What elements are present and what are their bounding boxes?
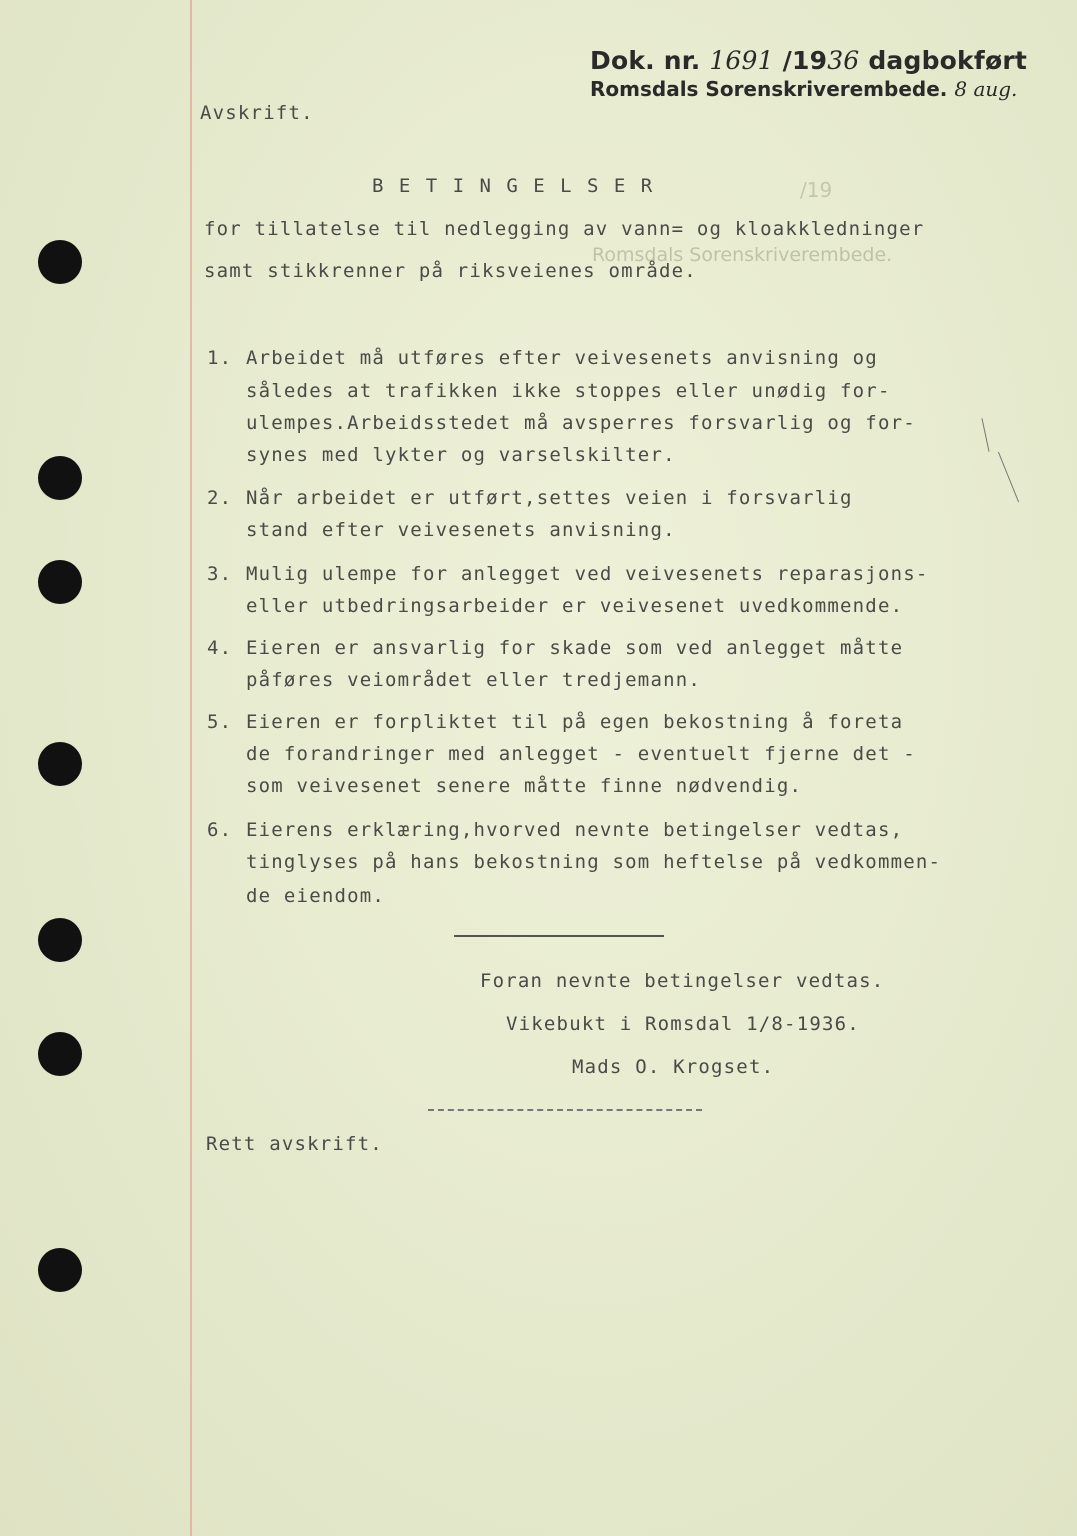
punch-hole [38,240,82,284]
doc-number: 1691 [709,46,774,75]
signature-line: Mads O. Krogset. [572,1056,775,1078]
condition-line: Eierens erklæring,hvorved nevnte betingelser vedtas, [246,819,904,841]
condition-line: de forandringer med anlegget - eventuelt fjerne det - [246,743,916,765]
acceptance-line: Foran nevnte betingelser vedtas. [480,970,885,992]
pencil-mark [998,452,1019,502]
condition-number: 4. [207,637,233,659]
punch-hole [38,560,82,604]
condition-number: 2. [207,487,233,509]
punch-hole [38,1248,82,1292]
punch-hole [38,1032,82,1076]
margin-line [190,0,192,1536]
condition-line: således at trafikken ikke stoppes eller unødig for- [246,380,891,402]
condition-line: Eieren er forpliktet til på egen bekostning å foreta [246,711,904,733]
condition-line: Når arbeidet er utført,settes veien i forsvarlig [246,487,853,509]
stamp-year-prefix: /19 [782,46,828,75]
footer-label: Rett avskrift. [206,1133,383,1155]
header-label: Avskrift. [200,102,314,124]
condition-line: eller utbedringsarbeider er veivesenet uvedkommende. [246,595,904,617]
condition-line: tinglyses på hans bekostning som heftelse på vedkommen- [246,851,942,873]
condition-line: som veivesenet senere måtte finne nødvendig. [246,775,803,797]
place-date-line: Vikebukt i Romsdal 1/8-1936. [506,1013,860,1035]
stamp-date: 8 aug. [954,77,1018,101]
faint-office-stamp: Romsdals Sorenskriverembede. [592,244,893,266]
condition-number: 5. [207,711,233,733]
registration-stamp [590,46,1030,101]
stamp-label: Dok. nr. [590,46,701,75]
condition-line: stand efter veivesenets anvisning. [246,519,676,541]
punch-hole [38,456,82,500]
punch-hole [38,918,82,962]
separator-rule-dashed [428,1109,702,1111]
condition-line: påføres veiområdet eller tredjemann. [246,669,702,691]
condition-number: 6. [207,819,233,841]
condition-line: synes med lykter og varselskilter. [246,444,676,466]
condition-line: ulempes.Arbeidsstedet må avsperres forsvarlig og for- [246,412,916,434]
stamp-office: Romsdals Sorenskriverembede. [590,77,948,101]
pencil-mark [981,418,989,451]
condition-line: Mulig ulempe for anlegget ved veivesenets reparasjons- [246,563,929,585]
condition-number: 1. [207,347,233,369]
condition-line: Arbeidet må utføres efter veivesenets anvisning og [246,347,878,369]
stamp-year-suffix: 36 [827,46,860,75]
intro-line-2: samt stikkrenner på riksveienes område. [204,260,697,282]
separator-rule [454,935,664,937]
document-title: B E T I N G E L S E R [372,175,655,197]
punch-hole [38,742,82,786]
stamp-registered-label: dagbokført [868,46,1028,75]
condition-number: 3. [207,563,233,585]
condition-line: de eiendom. [246,885,386,907]
intro-line-1: for tillatelse til nedlegging av vann= og kloakkledninger [204,218,925,240]
faint-year-stamp: /19 [800,178,833,202]
condition-line: Eieren er ansvarlig for skade som ved anlegget måtte [246,637,904,659]
